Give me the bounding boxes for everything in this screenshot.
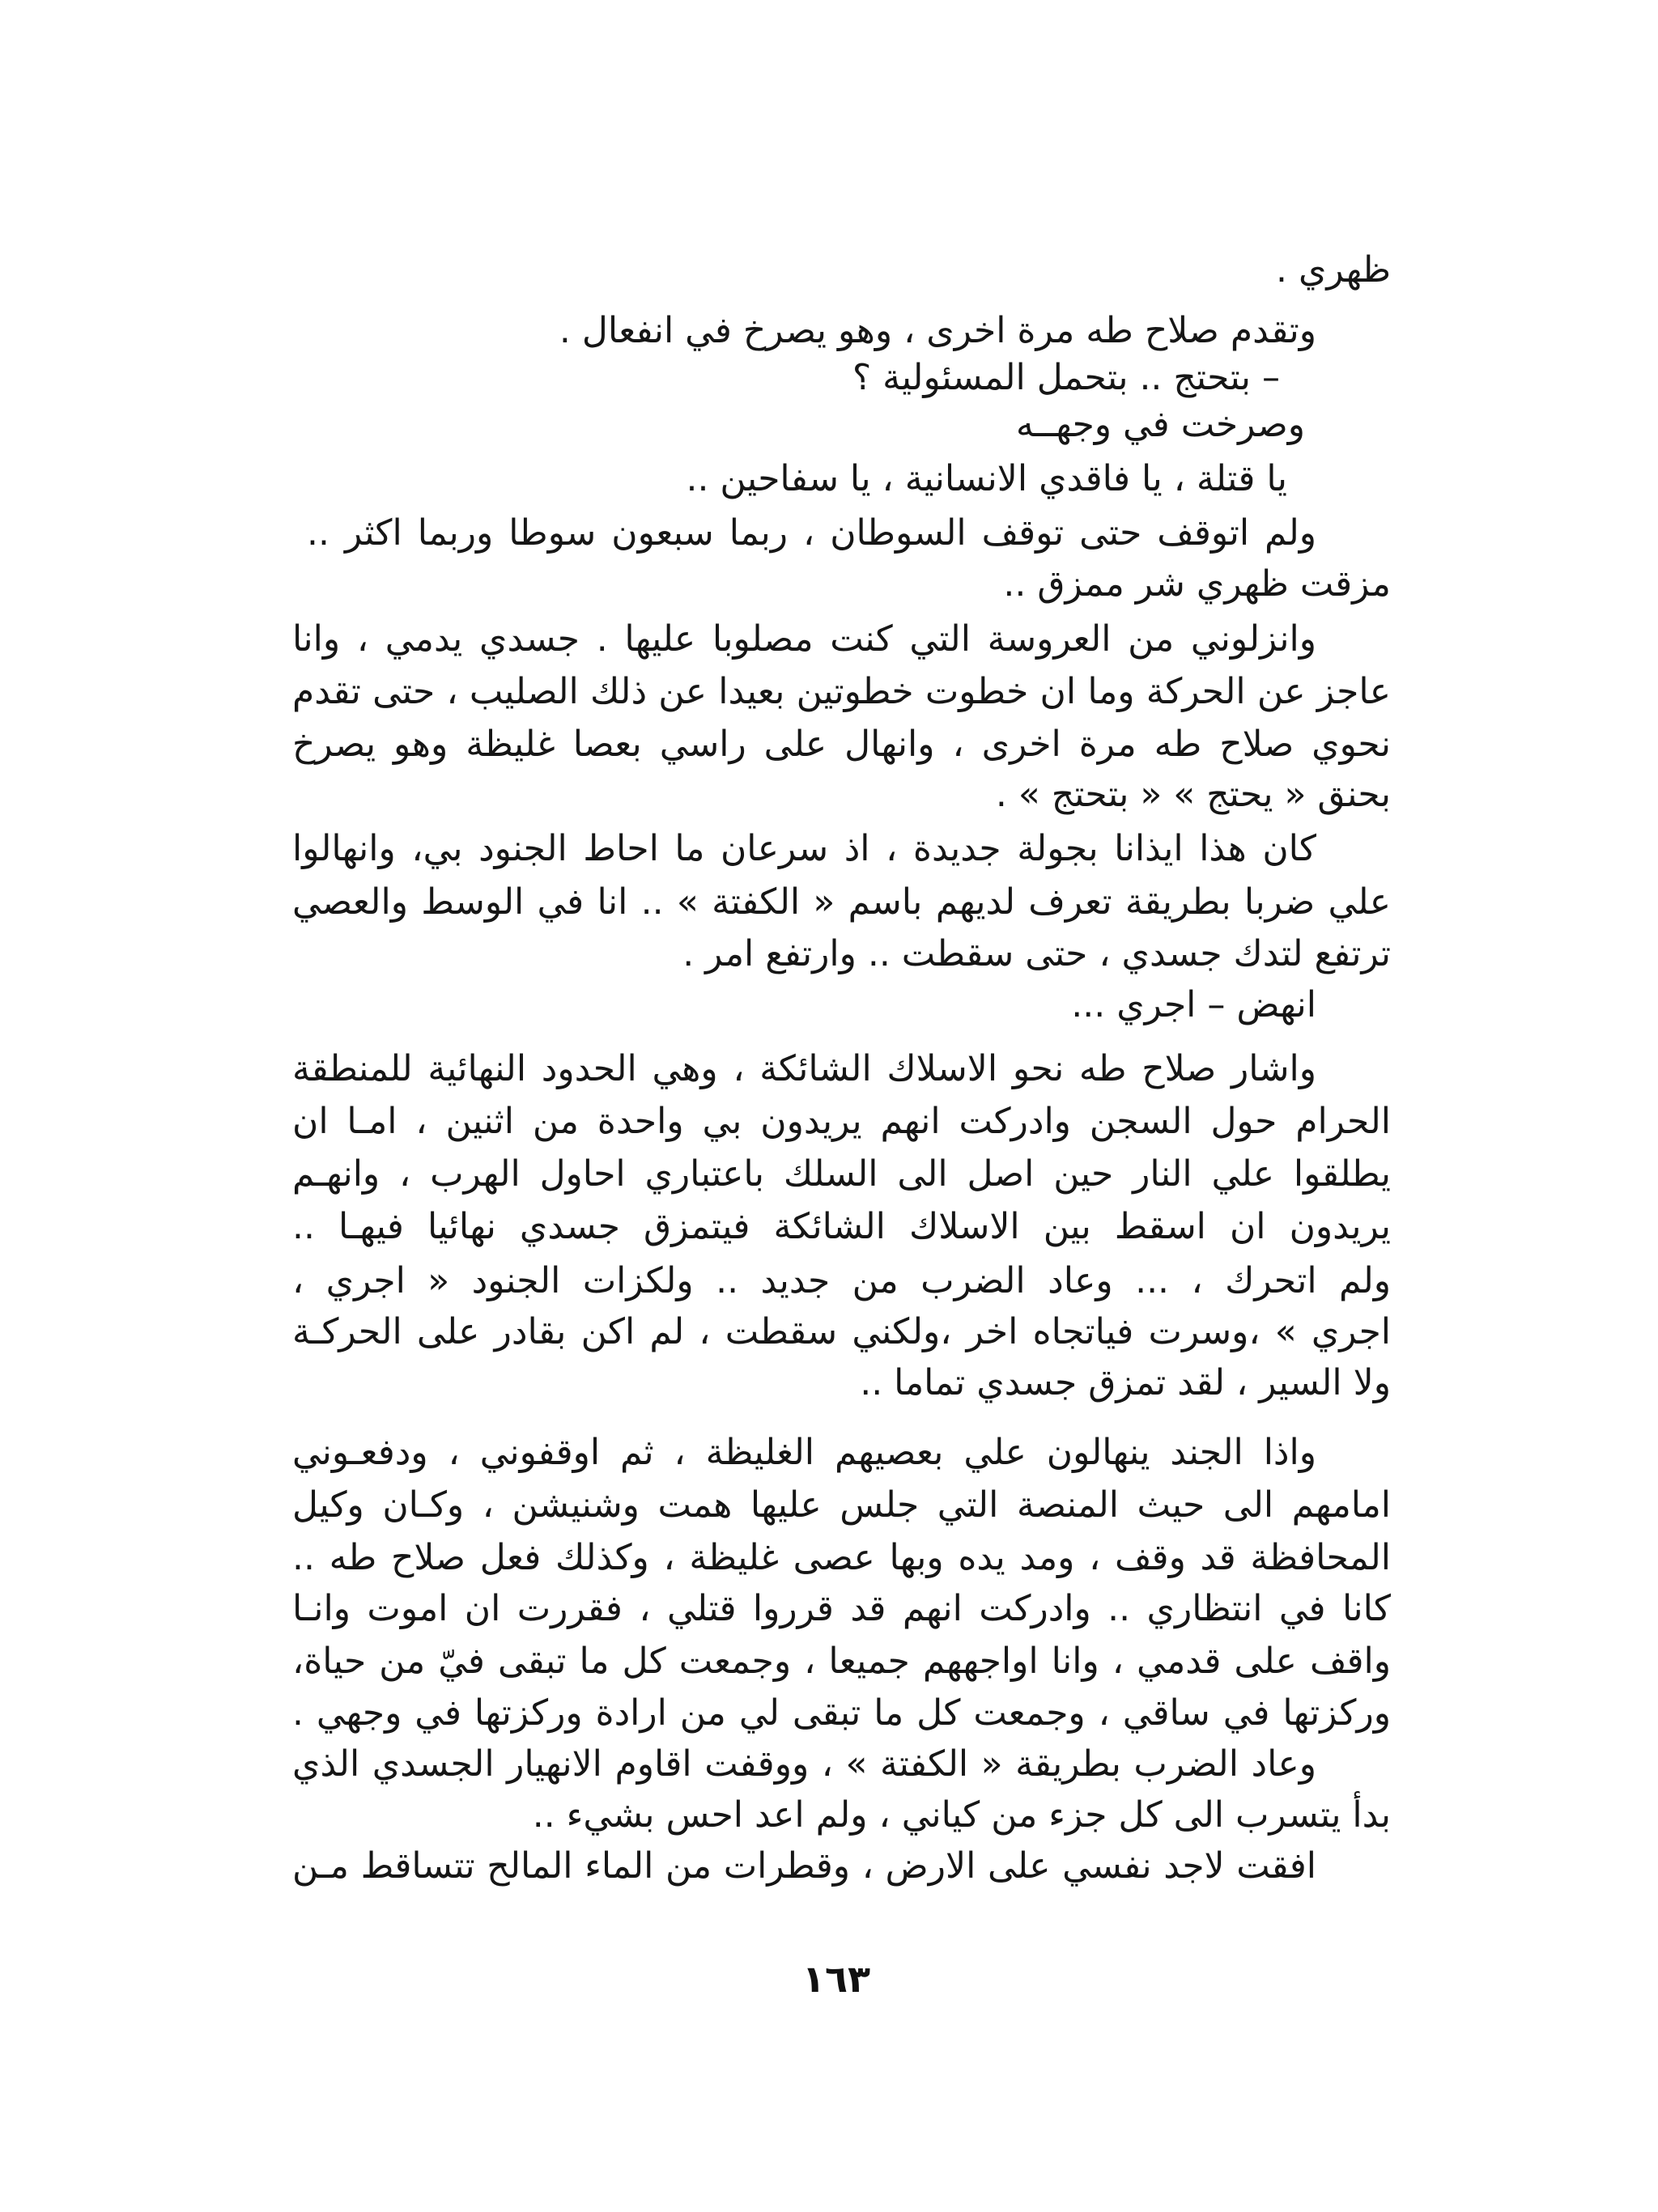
text-line: [291, 878, 1391, 927]
text-line: [291, 1308, 1391, 1356]
text-line: [291, 1534, 1391, 1582]
text-line: [1003, 560, 1391, 609]
text-line: [291, 1045, 1316, 1093]
text-line-content: يطلقوا علي النار حين اصل الى السلك باعتباري احاول الهرب ، وانهـم: [292, 1153, 1391, 1195]
text-line-content: وانزلوني من العروسة التي كنت مصلوبا عليها . جسدي يدمي ، وانا: [292, 618, 1316, 660]
text-line: [291, 668, 1391, 716]
text-line: [559, 307, 1316, 355]
text-line: [291, 1689, 1391, 1738]
text-line-content: مزقت ظهري شر ممزق ..: [1003, 563, 1391, 605]
text-line-content: كان هذا ايذانا بجولة جديدة ، اذ سرعان ما احاط الجنود بي، وانهالوا: [292, 828, 1316, 869]
text-line: [291, 1481, 1391, 1530]
text-line-content: المحافظة قد وقف ، ومد يده وبها عصى غليظة ، وكذلك فعل صلاح طه ..: [292, 1537, 1391, 1578]
text-line-content: ظهري .: [1276, 249, 1391, 291]
text-line-content: وعاد الضرب بطريقة « الكفتة » ، ووقفت اقاوم الانهيار الجسدي الذي: [292, 1743, 1316, 1785]
text-line-content: بحنق « يحتج » « بتحتج » .: [995, 774, 1391, 815]
text-line-content: نحوي صلاح طه مرة اخرى ، وانهال على راسي بعصا غليظة وهو يصرخ: [292, 724, 1391, 765]
text-line-content: واذا الجند ينهالون علي بعصيهم الغليظة ، ثم اوقفوني ، ودفعـوني: [292, 1432, 1316, 1473]
text-line: [1016, 401, 1305, 449]
text-line-content: ترتفع لتدك جسدي ، حتى سقطت .. وارتفع امر .: [682, 933, 1391, 974]
text-line-content: افقت لاجد نفسي على الارض ، وقطرات من الماء المالح تتساقط مـن: [292, 1845, 1316, 1887]
text-line-content: علي ضربا بطريقة تعرف لديهم باسم « الكفتة » .. انا في الوسط والعصي: [292, 881, 1391, 923]
text-line-content: عاجز عن الحركة وما ان خطوت خطوتين بعيدا عن ذلك الصليب ، حتى تقدم: [292, 671, 1391, 712]
text-line: [291, 1150, 1391, 1199]
text-line: [291, 1637, 1391, 1686]
text-line: [533, 1791, 1391, 1840]
text-line-content: الحرام حول السجن وادركت انهم يريدون بي واحدة من اثنين ، امـا ان: [292, 1101, 1391, 1142]
page-number: ١٦٣: [801, 1957, 871, 2001]
text-line-content: ولم اتحرك ، ... وعاد الضرب من جديد .. ولكزات الجنود « اجري ،: [292, 1260, 1391, 1301]
text-line-content: واقف على قدمي ، وانا اواجههم جميعا ، وجمعت كل ما تبقى فيّ من حياة،: [292, 1641, 1391, 1682]
text-line: [860, 1359, 1391, 1407]
text-line: [306, 509, 1316, 558]
text-line: [291, 1740, 1316, 1789]
text-line: [291, 1429, 1316, 1477]
text-line-content: اجري » ،وسرت فياتجاه اخر ،ولكني سقطت ، لم اكن بقادر على الحركـة: [292, 1311, 1391, 1352]
text-line-content: ولم اتوقف حتى توقف السوطان ، ربما سبعون سوطا وربما اكثر ..: [307, 512, 1316, 554]
text-line: [1071, 981, 1316, 1030]
text-line: [291, 720, 1391, 769]
text-line: [291, 1585, 1391, 1633]
text-line: [1276, 246, 1391, 295]
text-line: [291, 1257, 1391, 1306]
text-line: [291, 825, 1316, 873]
text-line: [686, 455, 1287, 503]
text-line-content: وتقدم صلاح طه مرة اخرى ، وهو يصرخ في انفعال .: [559, 310, 1316, 351]
text-line-content: وركزتها في ساقي ، وجمعت كل ما تبقى لي من ارادة وركزتها في وجهي .: [292, 1692, 1391, 1734]
text-line: [291, 1842, 1316, 1891]
text-line-content: كانا في انتظاري .. وادركت انهم قد قرروا قتلي ، فقررت ان اموت وانـا: [292, 1588, 1391, 1629]
text-line: [291, 1203, 1391, 1251]
text-line-content: ولا السير ، لقد تمزق جسدي تماما ..: [860, 1362, 1391, 1403]
text-line-content: يريدون ان اسقط بين الاسلاك الشائكة فيتمزق جسدي نهائيا فيهـا ..: [292, 1206, 1391, 1247]
text-line: [291, 1098, 1391, 1146]
text-line: [682, 930, 1391, 979]
text-line: [996, 771, 1391, 819]
text-line-content: انهض – اجري ...: [1071, 984, 1316, 1025]
text-line-content: واشار صلاح طه نحو الاسلاك الشائكة ، وهي الحدود النهائية للمنطقة: [292, 1048, 1316, 1089]
text-line-content: بدأ يتسرب الى كل جزء من كياني ، ولم اعد احس بشيء ..: [532, 1794, 1391, 1836]
text-line: [291, 615, 1316, 664]
text-line-content: وصرخت في وجهــه: [1015, 404, 1305, 445]
text-line-content: يا قتلة ، يا فاقدي الانسانية ، يا سفاحين ..: [686, 458, 1287, 499]
text-line-content: امامهم الى حيث المنصة التي جلس عليها همت وشنيشن ، وكـان وكيل: [292, 1484, 1391, 1526]
text-line: [852, 354, 1280, 402]
text-line-content: – بتحتج .. بتحمل المسئولية ؟: [852, 357, 1280, 398]
